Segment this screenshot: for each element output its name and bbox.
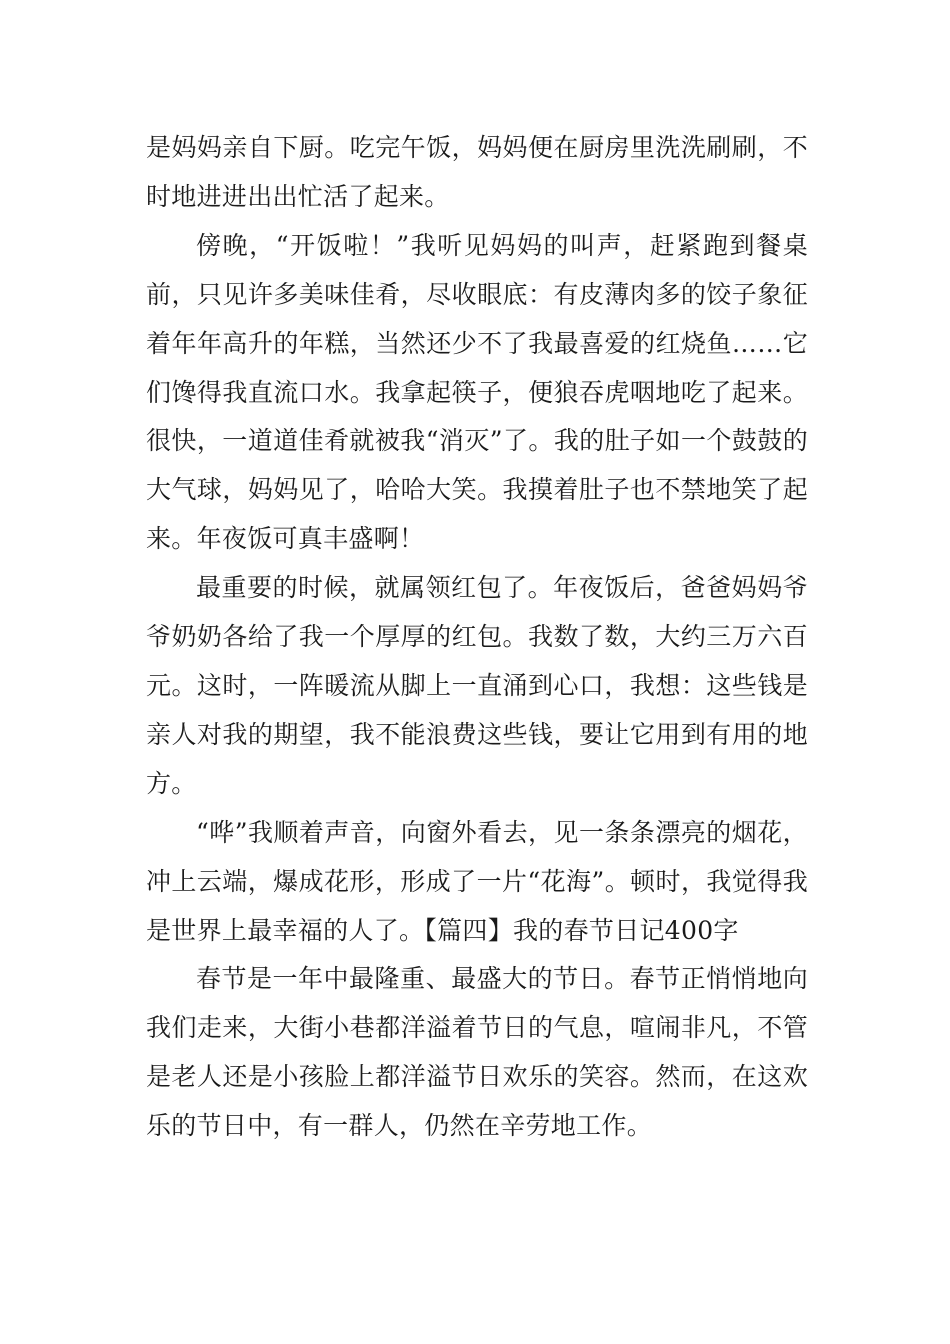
paragraph-dinner: 傍晚，“开饭啦！”我听见妈妈的叫声，赶紧跑到餐桌前，只见许多美味佳肴，尽收眼底：有皮薄肉多的饺子象征着年年高升的年糕，当然还少不了我最喜爱的红烧鱼……它们馋得我直流口水。我拿起筷子，便狼吞虎咽地吃了起来。很快，一道道佳肴就被我“消灭”了。我的肚子如一个鼓鼓的大气球，妈妈见了，哈哈大笑。我摸着肚子也不禁地笑了起来。年夜饭可真丰盛啊！ bbox=[146, 230, 808, 554]
paragraph-fireworks: “哗”我顺着声音，向窗外看去，见一条条漂亮的烟花，冲上云端，爆成花形，形成了一片“花海”。顿时，我觉得我是世界上最幸福的人了。【篇四】我的春节日记400字 bbox=[146, 817, 808, 945]
paragraph-continued: 是妈妈亲自下厨。吃完午饭，妈妈便在厨房里洗洗刷刷，不时地进进出出忙活了起来。 bbox=[146, 133, 808, 211]
paragraph-red-envelope: 最重要的时候，就属领红包了。年夜饭后，爸爸妈妈爷爷奶奶各给了我一个厚厚的红包。我数了数，大约三万六百元。这时，一阵暖流从脚上一直涌到心口，我想：这些钱是亲人对我的期望，我不能浪费这些钱，要让它用到有用的地方。 bbox=[146, 573, 808, 798]
document-body bbox=[146, 124, 808, 1151]
paragraph-spring-festival: 春节是一年中最隆重、最盛大的节日。春节正悄悄地向我们走来，大街小巷都洋溢着节日的气息，喧闹非凡，不管是老人还是小孩脸上都洋溢节日欢乐的笑容。然而，在这欢乐的节日中，有一群人，仍然在辛劳地工作。 bbox=[146, 964, 808, 1141]
